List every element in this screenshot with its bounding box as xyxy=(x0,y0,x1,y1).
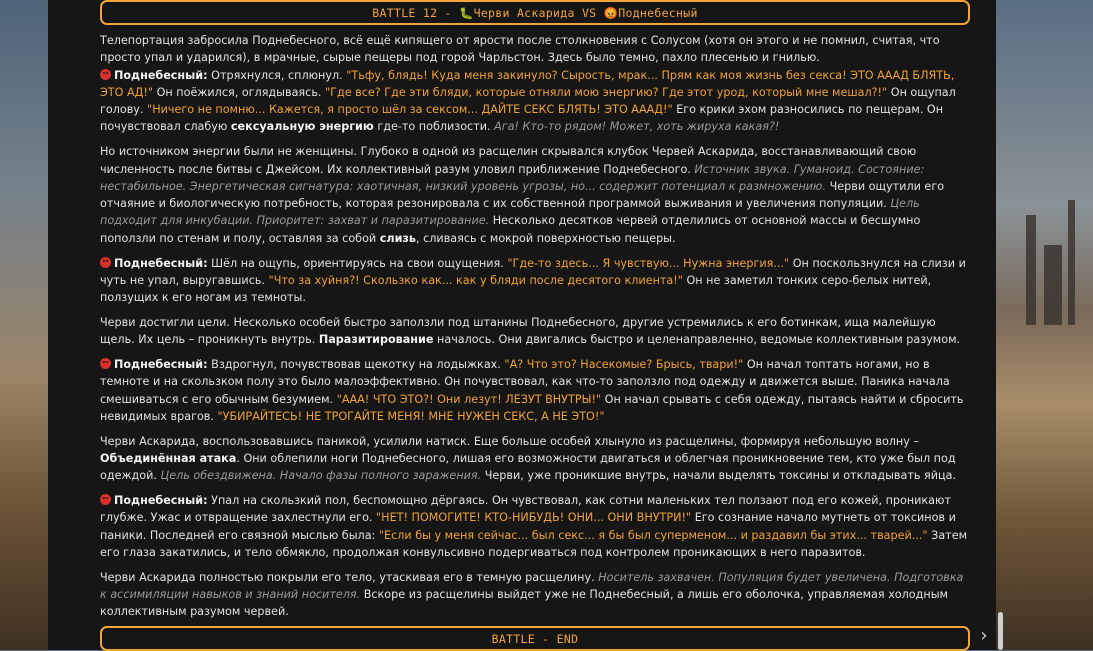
narration-text: Черви, уже проникшие внутрь, начали выделять токсины и откладывать яйца. xyxy=(481,469,957,483)
thought-text: Цель подходит для инкубации. Приоритет: захват и паразитирование. xyxy=(100,197,920,228)
angry-face-icon xyxy=(100,69,111,80)
narration-text: Он ощупал голову. xyxy=(100,85,956,117)
dialogue-quote: "ААА! ЧТО ЭТО?! Они лезут! ЛЕЗУТ ВНУТРЫ!" xyxy=(336,392,602,406)
narration-text: Телепортация забросила Поднебесного, всё ещё кипящего от ярости после столкновения с Солусом (хотя он этого и не помнил, считая, что просто упал и ударился), в мрачные, сырые пещеры под горой Чарльстон. Здесь было темно, пахло плесенью и гнилью. xyxy=(100,34,940,65)
chevron-right-icon[interactable]: › xyxy=(980,625,988,646)
angry-face-icon xyxy=(100,257,111,268)
speaker-name: Поднебесный: xyxy=(114,68,208,82)
emphasis-text: Объединённая атака xyxy=(100,452,237,466)
paragraph-6 xyxy=(100,433,968,485)
narration-text: Упал на скользкий пол, беспомощно дёргаясь. Он чувствовал, как сотни маленьких тел ползают под его кожей, проникают глубже. Ужас и отвращение захлестнули его. xyxy=(100,494,951,525)
dialogue-quote: "Что за хуйня?! Скользко как... как у бляди после десятого клиента!" xyxy=(268,273,683,287)
emphasis-text: Паразитирование xyxy=(318,333,434,347)
narration-text: Черви Аскарида, воспользовавшись паникой, усилили натиск. Еще больше особей хлынуло из расщелины, формируя небольшую волну – xyxy=(100,434,920,448)
narration-text: Черви достигли цели. Несколько особей быстро заползли под штанины Поднебесного, другие устремились к его ботинкам, ища малейшую щель. Их цель – проникнуть внутрь. xyxy=(100,315,936,347)
battle-narrative xyxy=(100,32,968,628)
narration-text: Затем его глаза закатились, и тело обмякло, продолжая конвульсивно подергиваться под контролем проникающих в него паразитов. xyxy=(100,528,968,560)
narration-text: , сливаясь с мокрой поверхностью пещеры. xyxy=(416,231,676,245)
dialogue-quote: "Где все? Где эти бляди, которые отняли мою энергию? Где этот урод, который мне мешал?!" xyxy=(325,85,888,99)
narration-text: Он не заметил тонких серо-белых нитей, ползущих к его ногам из темноты. xyxy=(100,273,932,305)
paragraph-1 xyxy=(100,32,968,136)
battle-title: BATTLE 12 - 🐛Черви Аскарида VS 😡Поднебесный xyxy=(372,5,698,20)
dialogue-quote: "А? Что это? Насекомые? Брысь, твари!" xyxy=(504,358,744,372)
narration-text: Но источником энергии были не женщины. Глубоко в одной из расщелин скрывался клубок Червей Аскарида, восстанавливающий свою численность после битвы с Джейсом. Их коллективный разум уловил приближение Поднебесного. xyxy=(100,145,917,176)
dialogue-quote: "Если бы у меня сейчас... был секс... я бы был суперменом... и раздавил бы этих... тварей..." xyxy=(378,528,928,542)
narration-text: Он поёжился, оглядываясь. xyxy=(153,85,326,99)
narration-text: Вскоре из расщелины выйдет уже не Поднебесный, а лишь его оболочка, управляемая холодным коллективным разумом червей. xyxy=(100,588,948,619)
narration-text: Его крики эхом разносились по пещерам. Он почувствовал слабую xyxy=(100,103,944,134)
battle-end-label: BATTLE - END xyxy=(491,631,579,646)
scrollbar-thumb[interactable] xyxy=(998,612,1003,650)
emphasis-text: сексуальную энергию xyxy=(230,120,374,134)
paragraph-2 xyxy=(100,143,968,247)
dialogue-quote: "Ничего не помню... Кажется, я просто шёл за сексом... ДАЙТЕ СЕКС БЛЯТЬ! ЭТО АААД!" xyxy=(147,103,673,117)
narration-text: где-то поблизости. xyxy=(373,120,495,134)
narration-text: Он начал топтать ногами, но в темноте и на скользком полу это было малоэффективно. Он почувствовал, как что-то заползло под одежду и движется выше. Паника начала смешиваться с его обычным безумием. xyxy=(100,358,950,406)
speaker-name: Поднебесный: xyxy=(114,358,208,372)
dialogue-quote: "НЕТ! ПОМОГИТЕ! КТО-НИБУДЬ! ОНИ... ОНИ ВНУТРИ!" xyxy=(376,511,692,525)
dialogue-quote: "Тьфу, блядь! Куда меня закинуло? Сырость, мрак... Прям как моя жизнь без секса! ЭТО АААД БЛЯТЬ, ЭТО АД!" xyxy=(100,68,955,99)
speaker-name: Поднебесный: xyxy=(114,494,208,508)
narration-text: . Они облепили ноги Поднебесного, лишая его возможности двигаться и облегчая проникновение тем, кто уже был под одеждой. xyxy=(100,452,956,483)
battle-start-banner xyxy=(100,0,970,25)
narration-text: Отряхнулся, сплюнул. xyxy=(207,68,347,82)
dialogue-quote: "Где-то здесь... Я чувствую... Нужна энергия..." xyxy=(507,256,790,270)
speaker-name: Поднебесный: xyxy=(114,256,208,270)
paragraph-8 xyxy=(100,569,968,621)
background-right xyxy=(996,0,1093,650)
paragraph-5 xyxy=(100,356,968,425)
narration-text: началось. Они двигались быстро и целенаправленно, ведомые коллективным разумом. xyxy=(433,333,961,347)
thought-text: Носитель захвачен. Популяция будет увеличена. Подготовка к ассимиляции навыков и знаний носителя. xyxy=(100,570,964,602)
narration-text: Вздрогнул, почувствовав щекотку на лодыжках. xyxy=(207,358,505,372)
narration-text: Шёл на ощупь, ориентируясь на свои ощущения. xyxy=(207,256,508,270)
angry-face-icon xyxy=(100,358,111,369)
battle-end-banner xyxy=(100,626,970,651)
thought-text: Ага! Кто-то рядом! Может, хоть жируха какая?! xyxy=(494,120,780,134)
narration-text: Его сознание начало мутнеть от токсинов и паники. Последней его связной мыслью была: xyxy=(100,511,956,542)
dialogue-quote: "УБИРАЙТЕСЬ! НЕ ТРОГАЙТЕ МЕНЯ! МНЕ НУЖЕН СЕКС, А НЕ ЭТО!" xyxy=(217,409,605,423)
narration-text: Черви ощутили его отчаяние и биологическую потребность, которая резонировала с их собственной программой выживания и увеличения популяции. xyxy=(100,179,945,211)
emphasis-text: слизь xyxy=(379,231,417,245)
paragraph-3 xyxy=(100,255,968,307)
thought-text: Источник звука. Гуманоид. Состояние: нестабильное. Энергетическая сигнатура: хаотичная, низкий уровень угрозы, но... содержит потенциал к размножению. xyxy=(100,162,925,193)
background-left xyxy=(0,0,48,650)
narration-text: Черви Аскарида полностью покрыли его тело, утаскивая его в темную расщелину. xyxy=(100,570,599,584)
narration-text: Он поскользнулся на слизи и чуть не упал, выругавшись. xyxy=(100,256,966,287)
paragraph-7 xyxy=(100,492,968,561)
angry-face-icon xyxy=(100,494,111,505)
thought-text: Цель обездвижена. Начало фазы полного заражения. xyxy=(160,469,482,483)
narration-text: Несколько десятков червей отделились от основной массы и бесшумно поползли по стенам и полу, оставляя за собой xyxy=(100,214,921,245)
narration-text: Он начал срывать с себя одежду, пытаясь найти и сбросить невидимых врагов. xyxy=(100,392,964,423)
paragraph-4 xyxy=(100,314,968,349)
